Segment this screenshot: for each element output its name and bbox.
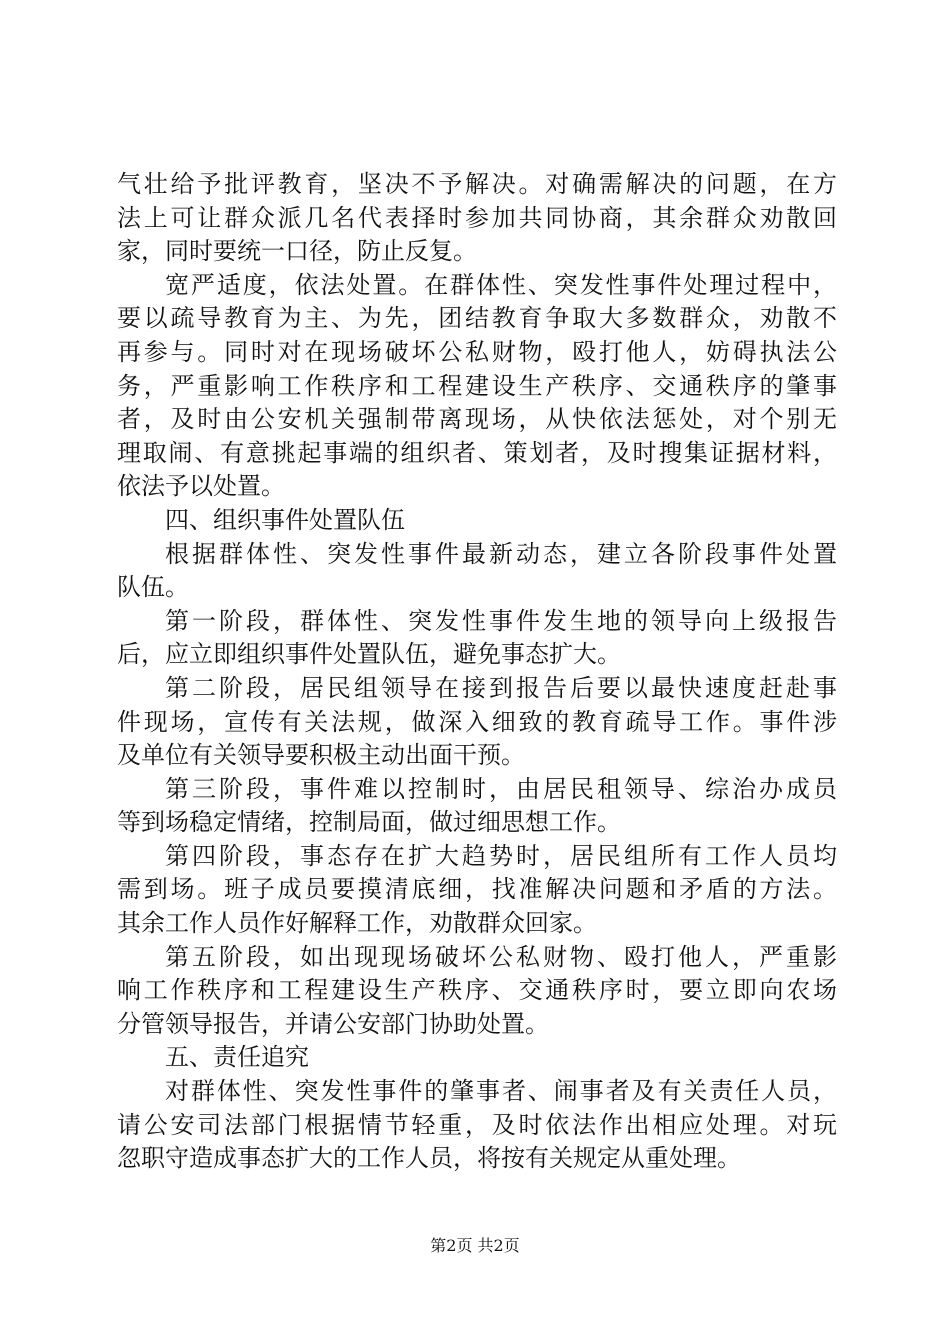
text-line: 依法予以处置。 <box>117 472 285 501</box>
text-line: 气壮给予批评教育，坚决不予解决。对确需解决的问题，在方 <box>117 170 837 198</box>
document-body <box>117 168 837 1176</box>
text-line: 分管领导报告，并请公安部门协助处置。 <box>117 1009 549 1038</box>
text-line: 宽严适度，依法处置。在群体性、突发性事件处理过程中， <box>165 270 837 299</box>
text-line: 者，及时由公安机关强制带离现场，从快依法惩处，对个别无 <box>117 405 837 434</box>
paragraph <box>117 941 837 1042</box>
text-line: 第一阶段，群体性、突发性事件发生地的领导向上级报告 <box>165 606 837 635</box>
text-line: 请公安司法部门根据情节轻重，及时依法作出相应处理。对玩 <box>117 1110 837 1139</box>
page-footer: 第2页 共2页 <box>430 1236 520 1255</box>
text-line: 队伍。 <box>117 573 189 602</box>
section-heading <box>117 1041 837 1075</box>
section-heading <box>117 504 837 538</box>
text-line: 第二阶段，居民组领导在接到报告后要以最快速度赶赴事 <box>165 673 837 702</box>
paragraph <box>117 1075 837 1176</box>
text-line: 后，应立即组织事件处置队伍，避免事态扩大。 <box>117 640 621 669</box>
paragraph <box>117 605 837 672</box>
text-line: 家，同时要统一口径，防止反复。 <box>117 237 477 266</box>
text-line: 第五阶段，如出现现场破坏公私财物、殴打他人，严重影 <box>165 942 837 971</box>
text-line: 务，严重影响工作秩序和工程建设生产秩序、交通秩序的肇事 <box>117 371 837 400</box>
text-line: 等到场稳定情绪，控制局面，做过细思想工作。 <box>117 808 621 837</box>
text-line: 及单位有关领导要积极主动出面干预。 <box>117 741 525 770</box>
paragraph <box>117 538 837 605</box>
text-line: 要以疏导教育为主、为先，团结教育争取大多数群众，劝散不 <box>117 304 837 333</box>
text-line: 第四阶段，事态存在扩大趋势时，居民组所有工作人员均 <box>165 841 837 870</box>
text-line: 法上可让群众派几名代表择时参加共同协商，其余群众劝散回 <box>117 203 837 232</box>
text-line: 件现场，宣传有关法规，做深入细致的教育疏导工作。事件涉 <box>117 707 837 736</box>
text-line: 根据群体性、突发性事件最新动态，建立各阶段事件处置 <box>165 539 837 568</box>
text-line: 忽职守造成事态扩大的工作人员，将按有关规定从重处理。 <box>117 1144 741 1173</box>
paragraph <box>117 773 837 840</box>
text-line: 理取闹、有意挑起事端的组织者、策划者，及时搜集证据材料， <box>117 438 837 467</box>
text-line: 再参与。同时对在现场破坏公私财物，殴打他人，妨碍执法公 <box>117 337 837 366</box>
paragraph <box>117 269 837 504</box>
paragraph <box>117 840 837 941</box>
text-line: 五、责任追究 <box>165 1043 309 1072</box>
text-line: 其余工作人员作好解释工作，劝散群众回家。 <box>117 909 597 938</box>
text-line: 对群体性、突发性事件的肇事者、闹事者及有关责任人员， <box>165 1077 837 1106</box>
text-line: 需到场。班子成员要摸清底细，找准解决问题和矛盾的方法。 <box>117 875 837 904</box>
paragraph <box>117 168 837 269</box>
text-line: 四、组织事件处置队伍 <box>165 505 405 534</box>
text-line: 第三阶段，事件难以控制时，由居民租领导、综治办成员 <box>165 774 837 803</box>
text-line: 响工作秩序和工程建设生产秩序、交通秩序时，要立即向农场 <box>117 976 837 1005</box>
paragraph <box>117 672 837 773</box>
